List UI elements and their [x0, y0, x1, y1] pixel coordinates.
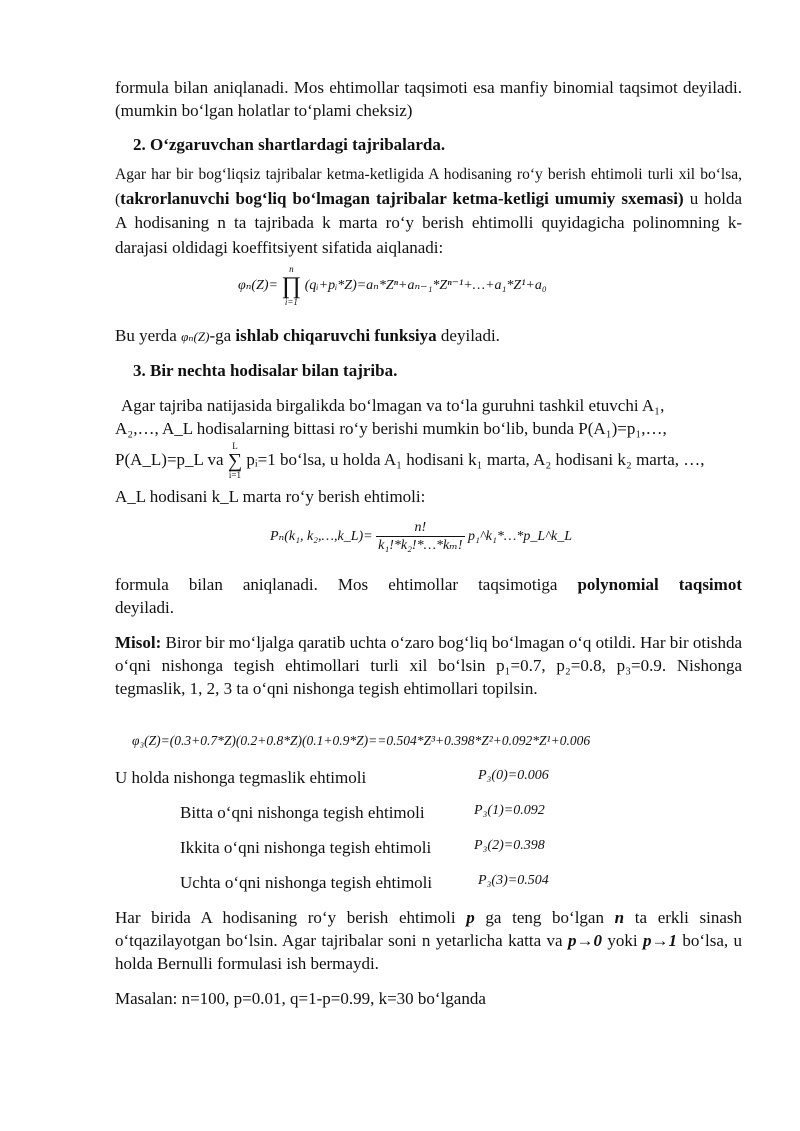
sum-lower-limit: i=1 [228, 470, 241, 481]
product-operator [281, 265, 301, 307]
product-upper-limit: n [289, 264, 294, 274]
formula-lhs: φₙ(Z)= [238, 278, 278, 294]
limit-p-zero: p→0 [567, 931, 602, 950]
paragraph-text: ta erkli sinash o‘tqazilayotgan bo‘lsin. Agar tajribalar soni n yetarlicha katta va [115, 908, 742, 950]
paragraph-text: u holda A hodisaning n ta tajribada k marta ro‘y berish ehtimolli quyidagicha polinomning k-darajasi oldidagi koeffitsiyent sifatida aiqlanadi: [115, 188, 742, 257]
bold-term-scheme: takrorlanuvchi bog‘liq bo‘lmagan tajribalar ketma-ketligi umumiy sxemasi) [120, 188, 684, 208]
example-label: Misol: [115, 633, 162, 652]
formula-generating-function [238, 265, 547, 307]
paragraph-text: Bu yerda [115, 326, 182, 345]
paragraph-variable-conditions [115, 163, 742, 260]
heading-section-3: 3. Bir nechta hodisalar bilan tajriba. [133, 361, 398, 380]
paragraph-example-values: Masalan: n=100, p=0.01, q=1-p=0.99, k=30 bo‘lganda [115, 989, 486, 1008]
sum-symbol: ∑ [227, 450, 243, 473]
result-value: P₃(0)=0.006 [478, 768, 549, 783]
limit-p-one: p→1 [642, 931, 677, 950]
formula-rhs: (qᵢ+pᵢ*Z)=aₙ*Zⁿ+aₙ₋₁*Zⁿ⁻¹+…+a₁*Z¹+a₀ [304, 278, 547, 294]
result-label: Ikkita o‘qni nishonga tegish ehtimoli [180, 838, 432, 857]
result-value: P₃(2)=0.398 [474, 838, 545, 853]
paragraph-text: Har birida A hodisaning ro‘y berish ehtimoli [115, 908, 467, 927]
paragraph-example [115, 631, 742, 700]
formula-lhs: Pₙ(k₁, k₂,…,k_L)= [270, 529, 373, 545]
fraction-denominator: k₁!*k₂!*…*kₘ! [378, 538, 463, 553]
paragraph-text: pᵢ=1 bo‘lsa, u holda A₁ hodisani k₁ marta, A₂ hodisani k₂ marta, …, [246, 450, 705, 469]
paragraph-text: -ga [209, 326, 236, 345]
sum-upper-limit: L [232, 441, 238, 452]
formula-polynomial [270, 520, 572, 554]
result-label: Uchta o‘qni nishonga tegish ehtimoli [180, 873, 433, 892]
paragraph-generating-function-def [115, 324, 742, 348]
paragraph-multi-events-line2: A₂,…, A_L hodisalarning bittasi ro‘y berishi mumkin bo‘lib, bunda P(A₁)=p₁,…, [115, 419, 667, 438]
result-value: P₃(1)=0.092 [474, 803, 545, 818]
paragraph-multi-events-line3 [115, 440, 705, 480]
paragraph-multi-events-line1: Agar tajriba natijasida birgalikda bo‘lmagan va to‘la guruhni tashkil etuvchi A₁, [121, 396, 665, 415]
bold-term-polynomial: polynomial taqsimot [577, 575, 742, 594]
formula-example: φ₃(Z)=(0.3+0.7*Z)(0.2+0.8*Z)(0.1+0.9*Z)==0.504*Z³+0.398*Z²+0.092*Z¹+0.006 [132, 733, 591, 748]
paragraph-text: ga teng bo‘lgan [474, 908, 615, 927]
paragraph-text: deyiladi. [436, 326, 500, 345]
paragraph-text: yoki [601, 931, 643, 950]
product-lower-limit: i=1 [284, 297, 298, 307]
paragraph-text: P(A_L)=p_L va [115, 450, 224, 469]
result-label: U holda nishonga tegmaslik ehtimoli [115, 768, 367, 787]
formula-rhs: p₁^k₁*…*p_L^k_L [468, 529, 573, 545]
paragraph-multi-events-line4: A_L hodisani k_L marta ro‘y berish ehtimoli: [115, 487, 426, 506]
fraction-numerator: n! [376, 520, 464, 537]
heading-section-2: 2. O‘zgaruvchan shartlardagi tajribalarda. [133, 135, 446, 154]
fraction [376, 520, 464, 554]
paragraph-bernoulli [115, 906, 742, 975]
paragraph-text: Agar har bir bog‘liqsiz tajribalar ketma-ketligida A hodisaning ro‘y berish ehtimoli turli xil bo‘lsa, ( [115, 166, 742, 208]
var-n: n [614, 908, 625, 927]
phi-symbol: φₙ(Z) [181, 329, 210, 344]
paragraph-text: formula bilan aniqlanadi. Mos ehtimollar taqsimotiga [115, 575, 578, 594]
result-value: P₃(3)=0.504 [478, 873, 549, 888]
paragraph-intro: formula bilan aniqlanadi. Mos ehtimollar taqsimoti esa manfiy binomial taqsimot deyiladi. (mumkin bo‘lgan holatlar to‘plami cheksiz) [115, 78, 742, 120]
sum-operator [228, 442, 242, 480]
var-p: p [466, 908, 475, 927]
paragraph-text-line: deyiladi. [115, 598, 175, 617]
paragraph-polynomial-distribution [115, 573, 742, 596]
product-symbol: ∏ [281, 273, 302, 299]
result-label: Bitta o‘qni nishonga tegish ehtimoli [180, 803, 425, 822]
example-text: Biror bir mo‘ljalga qaratib uchta o‘zaro bog‘liq bo‘lmagan o‘q otildi. Har bir otishda o‘qni nishonga tegish ehtimollari turli xil bo‘lsin p₁=0.7, p₂=0.8, p₃=0.9. Nishonga tegmaslik, 1, 2, 3 ta o‘qni nishonga tegish ehtimollari topilsin. [115, 633, 742, 698]
bold-term-generating-function: ishlab chiqaruvchi funksiya [235, 326, 437, 345]
paragraph-text: bo‘lsa, u holda Bernulli formulasi ish bermaydi. [115, 931, 742, 973]
